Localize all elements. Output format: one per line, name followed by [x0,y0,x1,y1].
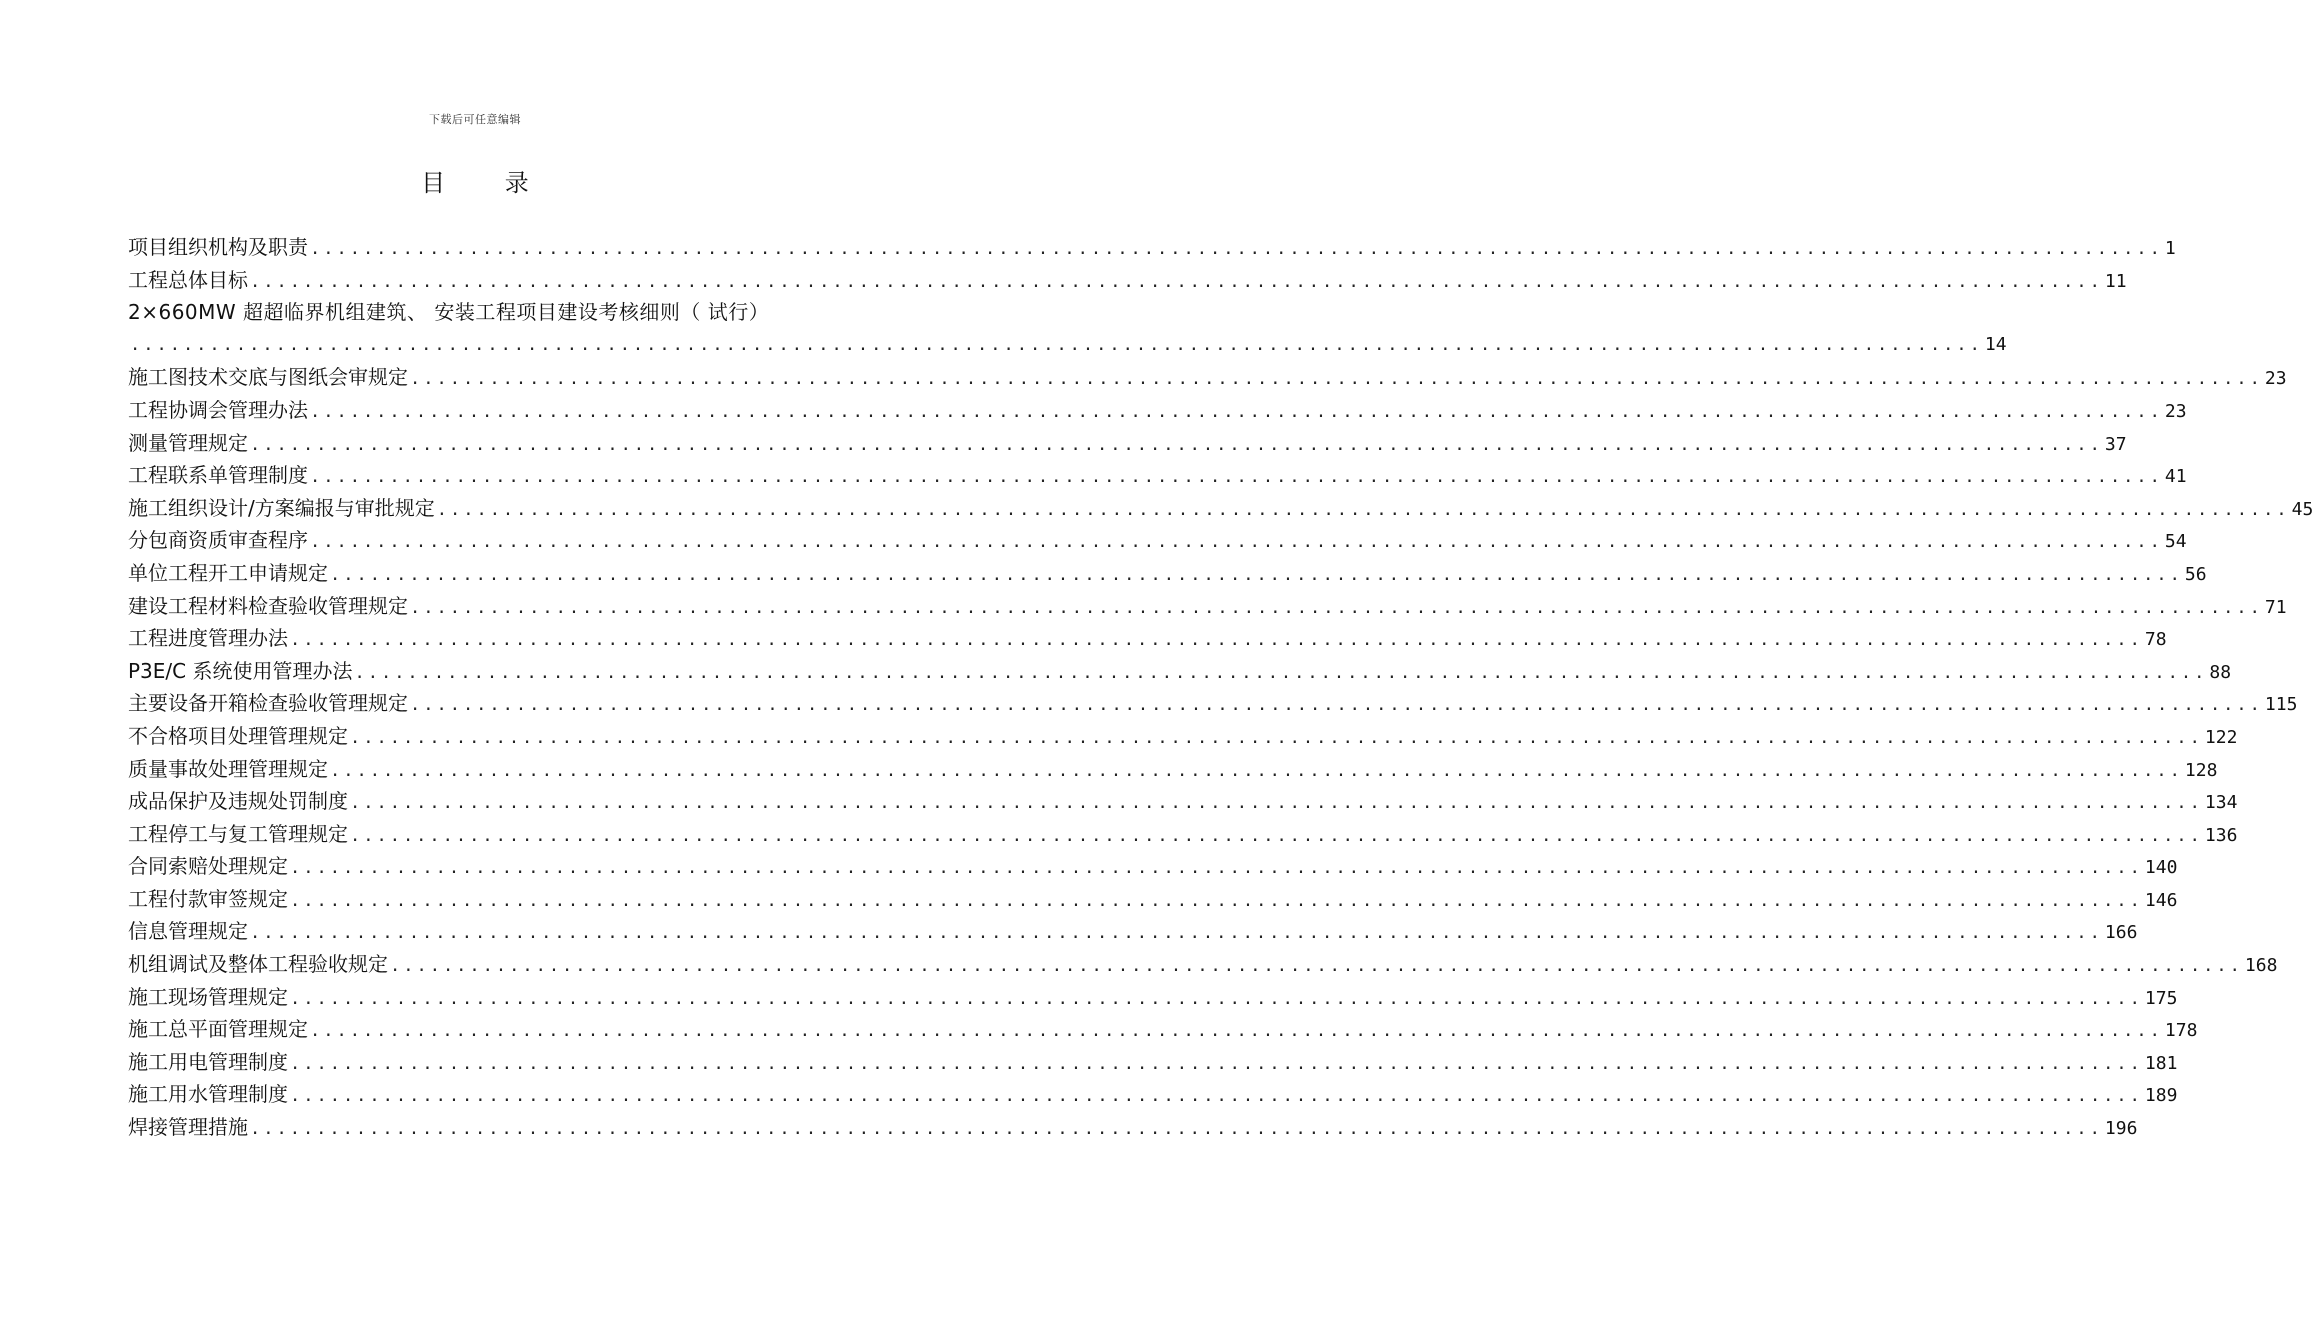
toc-entry-page: 181 [2144,1052,2178,1074]
toc-leader-dots: ............................................................................................................................................ [350,825,2203,846]
toc-entry[interactable] [128,622,2167,655]
toc-entry[interactable] [128,720,2238,753]
toc-entry-title: 工程协调会管理办法 [128,397,308,422]
toc-leader-dots: ............................................................................................................................................ [354,662,2208,683]
toc-entry-page: 196 [2104,1118,2138,1140]
toc-entry[interactable] [128,850,2178,883]
toc-entry-title: 施工总平面管理规定 [128,1017,308,1042]
toc-leader-dots: ............................................................................................................................................ [290,858,2143,879]
toc-leader-dots: ............................................................................................................................................ [250,1119,2103,1140]
toc-entry[interactable] [128,264,2127,297]
toc-entry[interactable] [128,590,2287,623]
toc-entry-title: 工程联系单管理制度 [128,463,308,488]
toc-entry[interactable] [128,361,2287,394]
toc-entry[interactable] [128,1013,2198,1046]
toc-leader-dots: ............................................................................................................................................ [290,890,2143,911]
toc-leader-dots: ............................................................................................................................................ [410,369,2263,390]
toc-entry-page: 189 [2144,1085,2178,1107]
toc-entry-page: 41 [2164,466,2187,488]
toc-entry-page: 88 [2209,661,2232,683]
toc-entry-page: 168 [2244,955,2278,977]
toc-entry-title: 合同索赔处理规定 [128,854,288,879]
toc-entry[interactable] [128,459,2187,492]
toc-entry-page: 146 [2144,889,2178,911]
toc-entry-title: 工程付款审签规定 [128,886,288,911]
toc-entry[interactable] [128,492,2313,525]
toc-entry-page: 23 [2164,400,2187,422]
toc-entry[interactable] [128,557,2207,590]
toc-entry-page: 128 [2184,759,2218,781]
toc-entry-title: 项目组织机构及职责 [128,235,308,259]
toc-leader-dots: ............................................................................................................................................ [390,956,2243,977]
toc-entry-title: 施工用电管理制度 [128,1049,288,1074]
toc-entry[interactable] [128,1078,2178,1111]
toc-entry[interactable] [128,883,2178,916]
toc-entry-page: 175 [2144,987,2178,1009]
toc-leader-dots: ............................................................................................................................................ [410,695,2263,716]
toc-entry[interactable] [128,231,2176,264]
toc-entry-page: 37 [2104,433,2127,455]
toc-entry-page: 11 [2104,270,2127,292]
toc-leader-dots: ............................................................................................................................................ [410,597,2263,618]
toc-entry-page: 1 [2164,238,2176,259]
toc-entry[interactable] [128,818,2238,851]
toc-leader-dots: ............................................................................................................................................ [290,630,2143,651]
toc-leader-dots: ............................................................................................................................................ [436,499,2290,520]
toc-entry-title: P3E/C 系统使用管理办法 [128,658,353,683]
toc-title: 目 录 [421,169,555,197]
toc-entry-title: 2×660MW 超超临界机组建筑、 安装工程项目建设考核细则（ 试行） [128,300,770,325]
toc-entry[interactable] [128,427,2127,460]
toc-leader-dots: ............................................................................................................................................ [310,532,2163,553]
toc-entry-title: 不合格项目处理管理规定 [128,723,348,748]
toc-entry-title: 成品保护及违规处罚制度 [128,789,348,814]
toc-leader-dots: ............................................................................................................................................ [310,239,2163,259]
toc-leader-dots: ............................................................................................................................................ [350,727,2203,748]
toc-leader-dots: ............................................................................................................................................ [130,334,1983,355]
toc-entry-title: 机组调试及整体工程验收规定 [128,952,388,977]
toc-entry[interactable] [128,655,2232,688]
toc-entry[interactable] [128,948,2278,981]
toc-entry-title: 施工用水管理制度 [128,1082,288,1107]
toc-entry[interactable] [128,785,2238,818]
toc-entry-wrapped-continuation[interactable] [128,329,2007,362]
toc-leader-dots: ............................................................................................................................................ [250,271,2103,292]
toc-entry-title: 工程总体目标 [128,267,248,292]
toc-leader-dots: ............................................................................................................................................ [250,434,2103,455]
toc-leader-dots: ............................................................................................................................................ [310,1021,2163,1042]
toc-entry-page: 14 [1984,333,2007,355]
toc-leader-dots: ............................................................................................................................................ [350,793,2203,814]
toc-entry[interactable] [128,915,2138,948]
toc-entry-page: 134 [2204,792,2238,814]
toc-entry-title: 焊接管理措施 [128,1115,248,1140]
toc-entry-page: 115 [2264,694,2298,716]
toc-entry[interactable] [128,524,2187,557]
toc-entry-title: 施工现场管理规定 [128,984,288,1009]
toc-leader-dots: ............................................................................................................................................ [290,988,2143,1009]
toc-leader-dots: ............................................................................................................................................ [310,467,2163,488]
toc-entry-title: 工程进度管理办法 [128,626,288,651]
toc-entry[interactable] [128,687,2298,720]
toc-entry[interactable] [128,753,2218,786]
toc-entry-page: 56 [2184,563,2207,585]
toc-entry-page: 23 [2264,368,2287,390]
toc-entry-wrapped-title[interactable] [128,296,822,329]
toc-entry-page: 178 [2164,1020,2198,1042]
toc-entry-title: 主要设备开箱检查验收管理规定 [128,691,408,716]
toc-entry[interactable] [128,394,2187,427]
toc-entry-title: 施工组织设计/方案编报与审批规定 [128,495,435,520]
header-note: 下载后可任意编辑 [429,113,521,126]
toc-entry-page: 140 [2144,857,2178,879]
toc-leader-dots: ............................................................................................................................................ [250,923,2103,944]
table-of-contents [128,231,2313,1144]
toc-entry-page: 136 [2204,824,2238,846]
toc-entry-title: 测量管理规定 [128,430,248,455]
toc-entry-title: 施工图技术交底与图纸会审规定 [128,365,408,390]
toc-leader-dots: ............................................................................................................................................ [290,1086,2143,1107]
toc-entry-page: 122 [2204,726,2238,748]
toc-entry[interactable] [128,981,2178,1014]
toc-entry-title: 建设工程材料检查验收管理规定 [128,593,408,618]
toc-entry[interactable] [128,1111,2138,1144]
toc-leader-dots: ............................................................................................................................................ [310,401,2163,422]
toc-entry-page: 71 [2264,596,2287,618]
toc-entry-title: 质量事故处理管理规定 [128,756,328,781]
toc-entry-title: 工程停工与复工管理规定 [128,821,348,846]
toc-entry[interactable] [128,1046,2178,1079]
toc-leader-dots: ............................................................................................................................................ [290,1053,2143,1074]
toc-entry-page: 54 [2164,531,2187,553]
toc-entry-title: 信息管理规定 [128,919,248,944]
toc-entry-title: 单位工程开工申请规定 [128,560,328,585]
toc-entry-page: 166 [2104,922,2138,944]
toc-entry-page: 45 [2291,498,2313,520]
toc-entry-title: 分包商资质审查程序 [128,528,308,553]
toc-entry-page: 78 [2144,629,2167,651]
toc-leader-dots: ............................................................................................................................................ [330,760,2183,781]
toc-leader-dots: ............................................................................................................................................ [330,564,2183,585]
